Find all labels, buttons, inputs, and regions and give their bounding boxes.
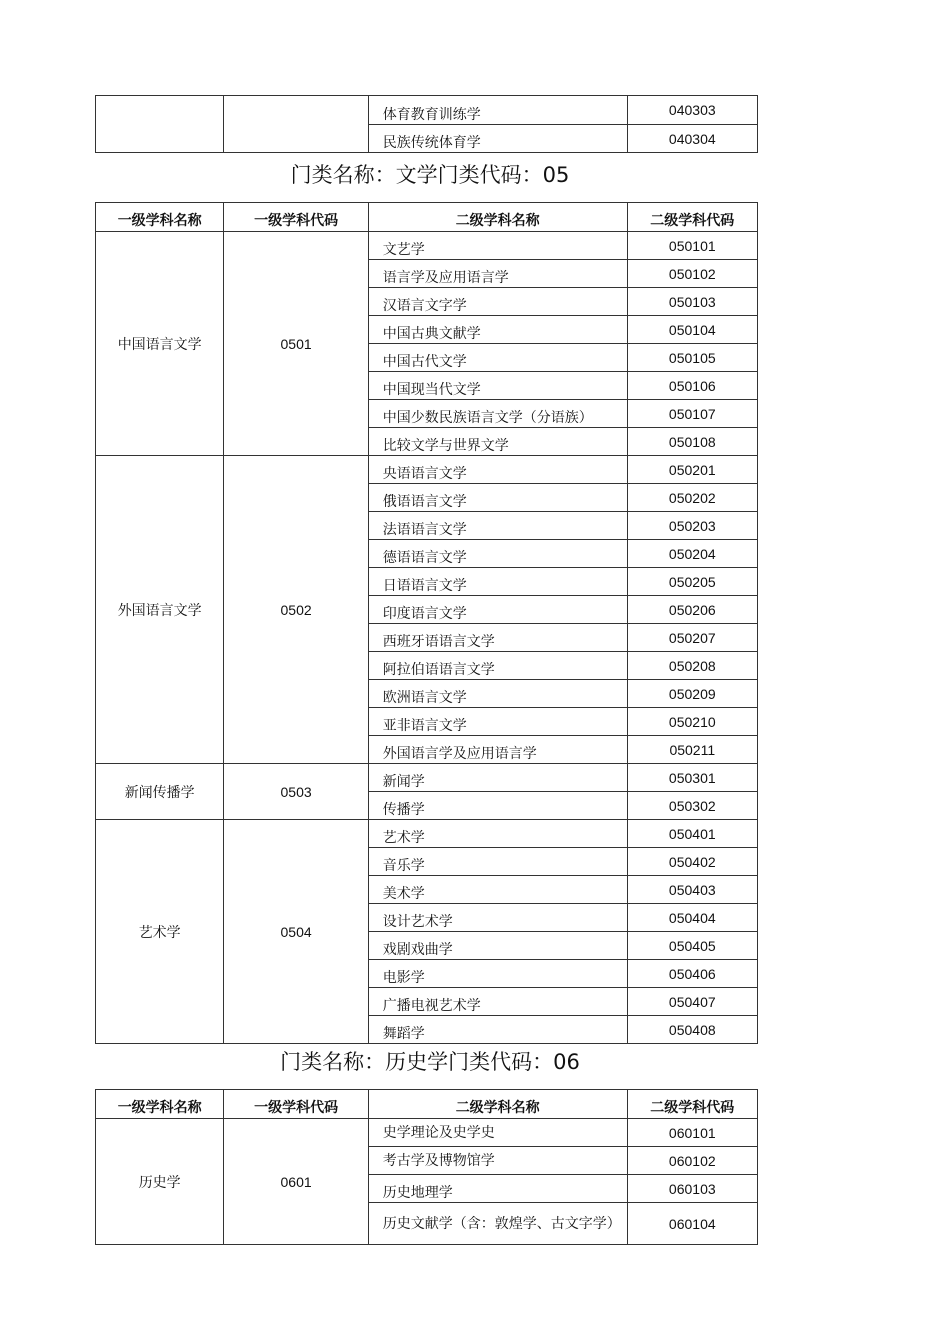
- secondary-discipline-code: 050403: [627, 876, 757, 904]
- secondary-discipline-name: 戏剧戏曲学: [368, 932, 627, 960]
- secondary-discipline-name: 文艺学: [368, 232, 627, 260]
- secondary-discipline-name: 比较文学与世界文学: [368, 428, 627, 456]
- secondary-discipline-code: 050202: [627, 484, 757, 512]
- secondary-discipline-code: 050203: [627, 512, 757, 540]
- primary-discipline-name: 外国语言文学: [96, 456, 224, 764]
- secondary-discipline-code: 050210: [627, 708, 757, 736]
- secondary-discipline-code: 050204: [627, 540, 757, 568]
- table-row: [96, 764, 758, 792]
- secondary-discipline-name: 欧洲语言文学: [368, 680, 627, 708]
- secondary-discipline-name: 阿拉伯语语言文学: [368, 652, 627, 680]
- secondary-discipline-code: 050301: [627, 764, 757, 792]
- secondary-discipline-name: 新闻学: [368, 764, 627, 792]
- secondary-discipline-code: 050106: [627, 372, 757, 400]
- table-row: [96, 820, 758, 848]
- secondary-discipline-code: 050205: [627, 568, 757, 596]
- secondary-discipline-code: 040303: [627, 96, 757, 125]
- primary-discipline-code: 0601: [224, 1119, 368, 1245]
- secondary-discipline-code: 050104: [627, 316, 757, 344]
- empty-cell: [96, 96, 224, 153]
- literature-discipline-table: [95, 202, 758, 1044]
- secondary-discipline-code: 050108: [627, 428, 757, 456]
- primary-discipline-code: 0504: [224, 820, 368, 1044]
- secondary-discipline-name: 历史文献学（含：敦煌学、古文字学）: [368, 1203, 627, 1245]
- header-primary-code: 一级学科代码: [224, 203, 368, 232]
- history-discipline-table: [95, 1089, 758, 1245]
- category-heading-literature: 门类名称：文学门类代码：05: [290, 163, 570, 187]
- secondary-discipline-name: 美术学: [368, 876, 627, 904]
- secondary-discipline-name: 西班牙语语言文学: [368, 624, 627, 652]
- secondary-discipline-name: 中国古代文学: [368, 344, 627, 372]
- secondary-discipline-code: 050102: [627, 260, 757, 288]
- secondary-discipline-name: 广播电视艺术学: [368, 988, 627, 1016]
- secondary-discipline-name: 语言学及应用语言学: [368, 260, 627, 288]
- table-header-row: [96, 1090, 758, 1119]
- secondary-discipline-name: 音乐学: [368, 848, 627, 876]
- secondary-discipline-name: 亚非语言文学: [368, 708, 627, 736]
- secondary-discipline-code: 050201: [627, 456, 757, 484]
- header-secondary-name: 二级学科名称: [368, 203, 627, 232]
- secondary-discipline-code: 050105: [627, 344, 757, 372]
- secondary-discipline-name: 日语语言文学: [368, 568, 627, 596]
- secondary-discipline-name: 历史地理学: [368, 1175, 627, 1203]
- secondary-discipline-name: 中国现当代文学: [368, 372, 627, 400]
- header-primary-code: 一级学科代码: [224, 1090, 368, 1119]
- secondary-discipline-name: 舞蹈学: [368, 1016, 627, 1044]
- secondary-discipline-name: 法语语言文学: [368, 512, 627, 540]
- secondary-discipline-code: 050402: [627, 848, 757, 876]
- primary-discipline-name: 中国语言文学: [96, 232, 224, 456]
- table-row: [96, 456, 758, 484]
- secondary-discipline-name: 印度语言文学: [368, 596, 627, 624]
- secondary-discipline-name: 中国古典文献学: [368, 316, 627, 344]
- secondary-discipline-name: 外国语言学及应用语言学: [368, 736, 627, 764]
- secondary-discipline-code: 050107: [627, 400, 757, 428]
- header-secondary-code: 二级学科代码: [627, 203, 757, 232]
- secondary-discipline-code: 050101: [627, 232, 757, 260]
- secondary-discipline-code: 040304: [627, 125, 757, 153]
- secondary-discipline-code: 050209: [627, 680, 757, 708]
- table-row: [96, 232, 758, 260]
- secondary-discipline-code: 060101: [627, 1119, 757, 1147]
- header-primary-name: 一级学科名称: [96, 1090, 224, 1119]
- secondary-discipline-code: 050207: [627, 624, 757, 652]
- primary-discipline-code: 0503: [224, 764, 368, 820]
- secondary-discipline-name: 俄语语言文学: [368, 484, 627, 512]
- secondary-discipline-code: 050211: [627, 736, 757, 764]
- empty-cell: [224, 96, 368, 153]
- header-secondary-name: 二级学科名称: [368, 1090, 627, 1119]
- secondary-discipline-name: 汉语言文字学: [368, 288, 627, 316]
- secondary-discipline-name: 考古学及博物馆学: [368, 1147, 627, 1175]
- category-heading-history: 门类名称：历史学门类代码：06: [280, 1050, 580, 1074]
- secondary-discipline-code: 060103: [627, 1175, 757, 1203]
- secondary-discipline-name: 传播学: [368, 792, 627, 820]
- secondary-discipline-code: 060102: [627, 1147, 757, 1175]
- primary-discipline-name: 新闻传播学: [96, 764, 224, 820]
- secondary-discipline-code: 050408: [627, 1016, 757, 1044]
- secondary-discipline-name: 德语语言文学: [368, 540, 627, 568]
- secondary-discipline-name: 央语语言文学: [368, 456, 627, 484]
- secondary-discipline-code: 050103: [627, 288, 757, 316]
- secondary-discipline-code: 050406: [627, 960, 757, 988]
- secondary-discipline-code: 050407: [627, 988, 757, 1016]
- secondary-discipline-code: 050404: [627, 904, 757, 932]
- secondary-discipline-name: 民族传统体育学: [368, 125, 627, 153]
- secondary-discipline-code: 060104: [627, 1203, 757, 1245]
- secondary-discipline-code: 050302: [627, 792, 757, 820]
- secondary-discipline-name: 体育教育训练学: [368, 96, 627, 125]
- secondary-discipline-code: 050208: [627, 652, 757, 680]
- primary-discipline-code: 0501: [224, 232, 368, 456]
- table-row: [96, 1119, 758, 1147]
- primary-discipline-name: 艺术学: [96, 820, 224, 1044]
- secondary-discipline-name: 艺术学: [368, 820, 627, 848]
- table-row: [96, 96, 758, 125]
- primary-discipline-name: 历史学: [96, 1119, 224, 1245]
- secondary-discipline-code: 050401: [627, 820, 757, 848]
- secondary-discipline-name: 史学理论及史学史: [368, 1119, 627, 1147]
- header-primary-name: 一级学科名称: [96, 203, 224, 232]
- secondary-discipline-name: 中国少数民族语言文学（分语族）: [368, 400, 627, 428]
- continuation-table: [95, 95, 758, 153]
- secondary-discipline-code: 050206: [627, 596, 757, 624]
- header-secondary-code: 二级学科代码: [627, 1090, 757, 1119]
- secondary-discipline-code: 050405: [627, 932, 757, 960]
- secondary-discipline-name: 设计艺术学: [368, 904, 627, 932]
- secondary-discipline-name: 电影学: [368, 960, 627, 988]
- primary-discipline-code: 0502: [224, 456, 368, 764]
- table-header-row: [96, 203, 758, 232]
